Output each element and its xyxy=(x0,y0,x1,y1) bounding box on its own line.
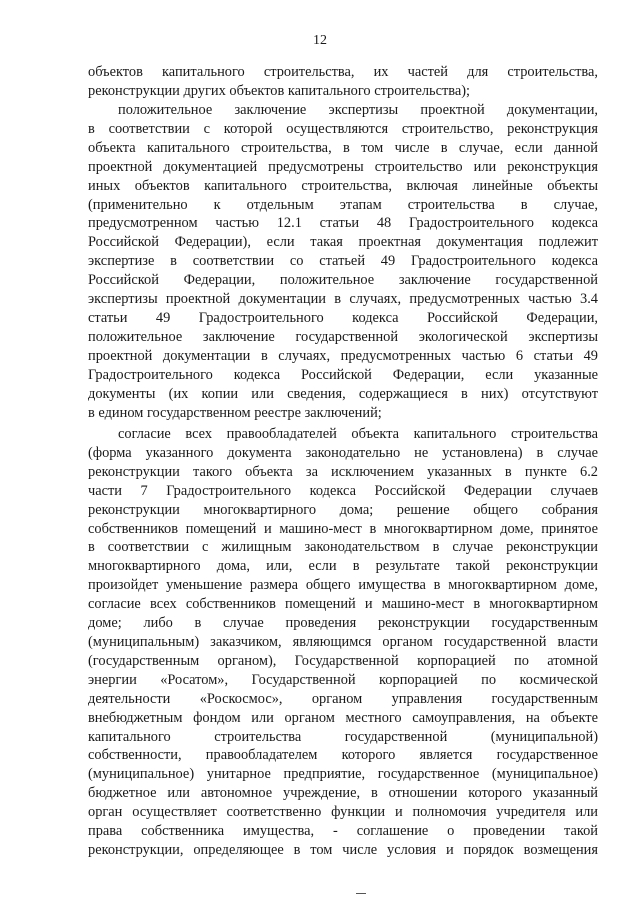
text-line: документы (их копии или сведения, содержащиеся в них) отсутствуют xyxy=(88,385,598,402)
text-line: объекта капитального строительства, в том числе в случае, если данной xyxy=(88,139,598,156)
text-line: Российской Федерации, положительное заключение государственной xyxy=(88,272,598,289)
text-line: предусмотренном частью 12.1 статьи 48 Градостроительного кодекса xyxy=(88,215,598,232)
text-line: иных объектов капитального строительства, включая линейные объекты xyxy=(88,177,598,194)
text-line: (применительно к отдельным этапам строительства в случае, xyxy=(88,196,598,213)
text-line: реконструкции, определяющее в том числе условия и порядок возмещения xyxy=(88,841,598,858)
text-line: капитального строительства государственной (муниципальной) xyxy=(88,728,598,745)
text-line: согласие всех правообладателей объекта капитального строительства xyxy=(118,426,598,442)
text-line: (муниципальное) унитарное предприятие, государственное (муниципальное) xyxy=(88,766,598,783)
paragraph-owners-consent xyxy=(88,425,598,860)
paragraph-expertise-conclusion xyxy=(88,101,598,422)
text-line: энергии «Росатом», Государственной корпорацией по космической xyxy=(88,671,598,688)
text-line: положительное заключение государственной экологической экспертизы xyxy=(88,328,598,345)
text-line: в едином государственном реестре заключений; xyxy=(88,404,382,421)
text-line: проектной документацией предусмотрены строительство или реконструкция xyxy=(88,158,598,175)
text-line: орган осуществляет соответственно функции и полномочия учредителя или xyxy=(88,804,598,821)
text-line: реконструкции других объектов капитального строительства); xyxy=(88,82,471,99)
text-line: внебюджетным фондом или органом местного самоуправления, на объекте xyxy=(88,709,598,726)
text-line: согласие всех собственников помещений и машино-мест в многоквартирном xyxy=(88,596,598,613)
text-line: права собственника имущества, - соглашение о проведении такой xyxy=(88,823,598,840)
text-line: (муниципальным) заказчиком, являющимся органом государственной власти xyxy=(88,633,598,650)
text-line: Градостроительного кодекса Российской Федерации, если указанные xyxy=(88,366,598,383)
text-line: реконструкции многоквартирного дома; решение общего собрания xyxy=(88,501,598,518)
text-line: собственности, правообладателем которого является государственное xyxy=(88,747,598,764)
footer-mark xyxy=(356,893,366,894)
text-line: объектов капитального строительства, их частей для строительства, xyxy=(88,64,598,80)
paragraph-continuation xyxy=(88,63,598,101)
text-line: проектной документации в случаях, предусмотренных частью 6 статьи 49 xyxy=(88,347,598,364)
text-line: произойдет уменьшение размера общего имущества в многоквартирном доме, xyxy=(88,577,598,594)
text-line: экспертизе в соответствии со статьей 49 Градостроительного кодекса xyxy=(88,253,598,270)
text-line: статьи 49 Градостроительного кодекса Российской Федерации, xyxy=(88,309,598,326)
text-line: (форма указанного документа законодательно не установлена) в случае xyxy=(88,444,598,461)
page-number: 12 xyxy=(313,33,327,48)
text-line: собственников помещений и машино-мест в многоквартирном доме, принятое xyxy=(88,520,598,537)
text-line: многоквартирного дома, или, если в результате такой реконструкции xyxy=(88,558,598,575)
text-line: в соответствии с жилищным законодательством в случае реконструкции xyxy=(88,539,598,556)
text-line: экспертизы проектной документации в случаях, предусмотренных частью 3.4 xyxy=(88,291,598,308)
text-line: бюджетное или автономное учреждение, в отношении которого указанный xyxy=(88,785,598,802)
text-line: положительное заключение экспертизы проектной документации, xyxy=(118,102,598,118)
text-line: деятельности «Роскосмос», органом управления государственным xyxy=(88,690,598,707)
text-line: (государственным органом), Государственной корпорацией по атомной xyxy=(88,652,598,669)
text-line: доме; либо в случае проведения реконструкции государственным xyxy=(88,615,598,632)
text-line: в соответствии с которой осуществляются строительство, реконструкция xyxy=(88,120,598,137)
text-line: реконструкции такого объекта за исключением указанных в пункте 6.2 xyxy=(88,463,598,480)
text-line: части 7 Градостроительного кодекса Российской Федерации случаев xyxy=(88,482,598,499)
text-line: Российской Федерации), если такая проектная документация подлежит xyxy=(88,234,598,251)
